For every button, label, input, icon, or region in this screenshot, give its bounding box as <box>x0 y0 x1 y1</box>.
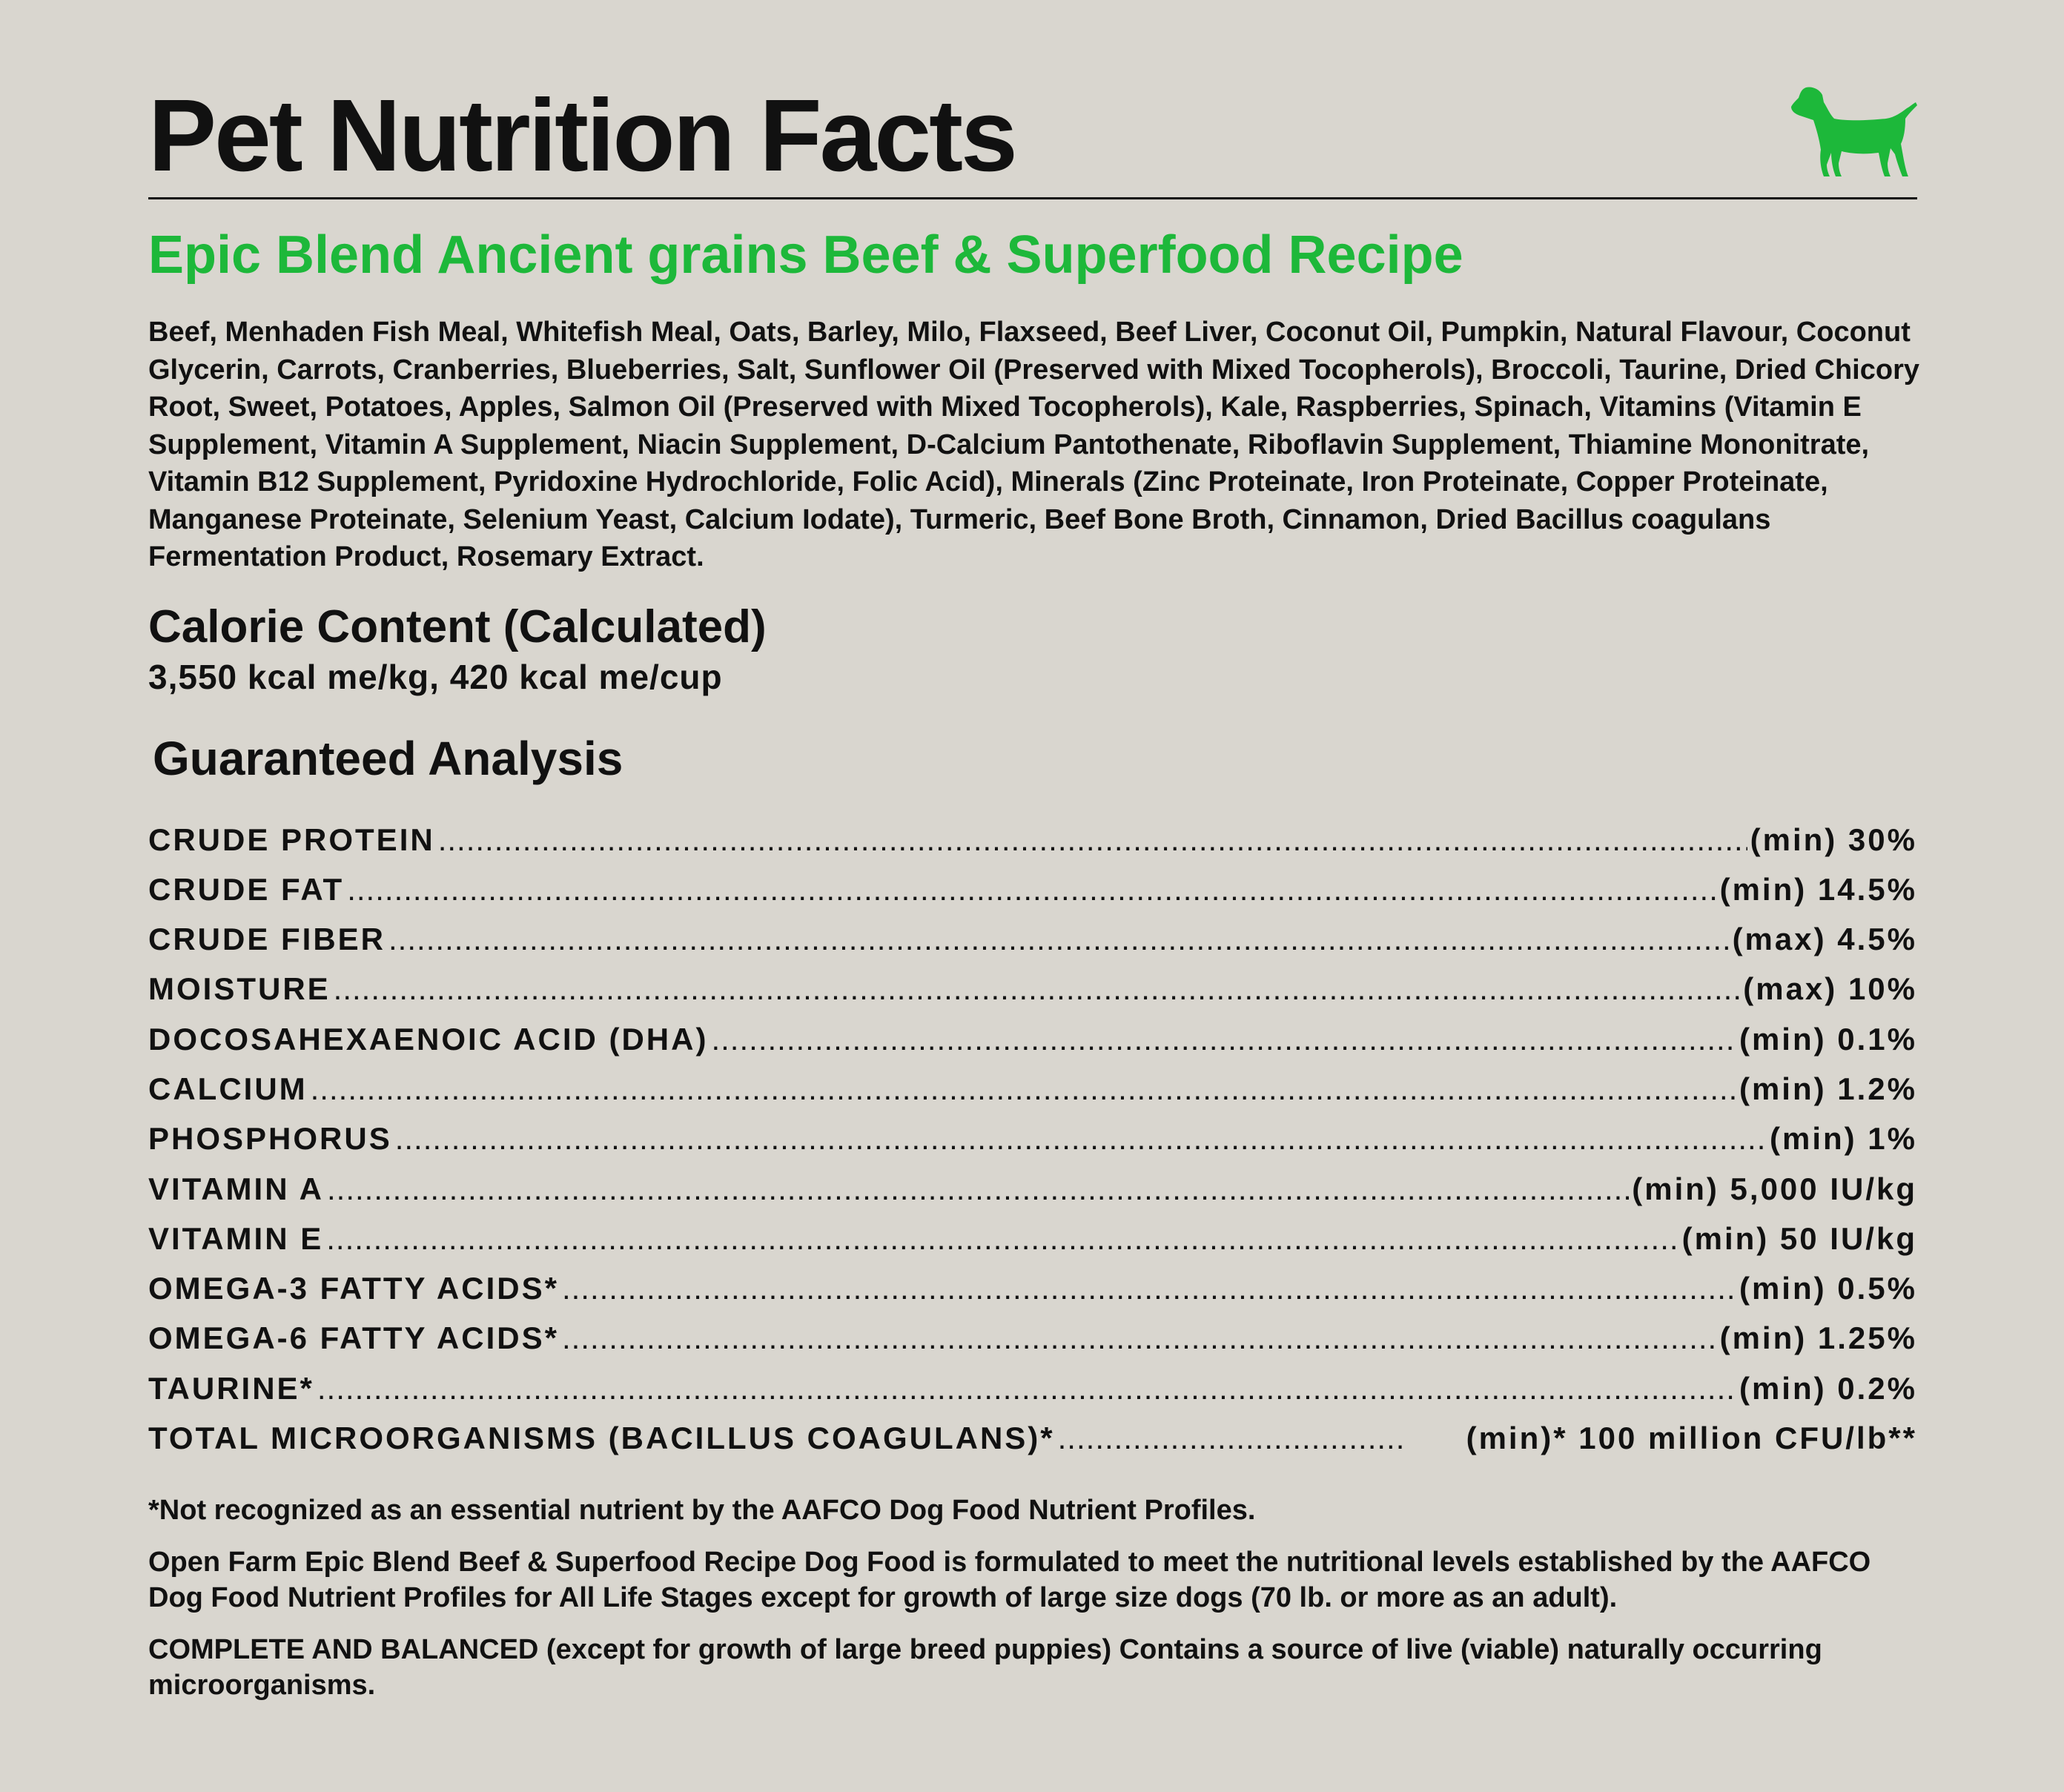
nutrient-value: (min) 1% <box>1769 1121 1917 1157</box>
nutrient-value: (min) 50 IU/kg <box>1681 1220 1917 1256</box>
analysis-row <box>148 1071 1917 1121</box>
nutrient-value: (min) 0.5% <box>1739 1271 1917 1306</box>
dot-leader <box>347 872 1716 907</box>
nutrient-value: (min) 0.2% <box>1739 1370 1917 1406</box>
nutrient-value: (min) 5,000 IU/kg <box>1632 1171 1917 1206</box>
page-title: Pet Nutrition Facts <box>148 79 1016 193</box>
nutrient-name: OMEGA-3 FATTY ACIDS* <box>148 1271 559 1306</box>
nutrition-facts-panel <box>148 74 1920 1703</box>
nutrient-value: (min)* 100 million CFU/lb** <box>1466 1421 1917 1456</box>
nutrient-name: VITAMIN E <box>148 1220 324 1256</box>
ingredients-list: Beef, Menhaden Fish Meal, Whitefish Meal, Oats, Barley, Milo, Flaxseed, Beef Liver, Coconut Oil, Pumpkin, Natural Flavour, Coconut Glycerin, Carrots, Cranberries, Blueberries, Salt, Sunflower Oil (Preserved with Mixed Tocopherols), Broccoli, Taurine, Dried Chicory Root, Sweet, Potatoes, Apples, Salmon Oil (Preserved with Mixed Tocopherols), Kale, Raspberries, Spinach, Vitamins (Vitamin E Supplement, Vitamin A Supplement, Niacin Supplement, D-Calcium Pantothenate, Riboflavin Supplement, Thiamine Mononitrate, Vitamin B12 Supplement, Pyridoxine Hydrochloride, Folic Acid), Minerals (Zinc Proteinate, Iron Proteinate, Copper Proteinate, Manganese Proteinate, Selenium Yeast, Calcium Iodate), Turmeric, Beef Bone Broth, Cinnamon, Dried Bacillus coagulans Fermentation Product, Rosemary Extract. <box>148 317 1920 572</box>
analysis-row <box>148 1371 1917 1421</box>
dot-leader <box>326 1221 1678 1257</box>
nutrient-value: (min) 0.1% <box>1739 1021 1917 1057</box>
nutrient-name: TAURINE* <box>148 1370 314 1406</box>
header <box>148 74 1917 199</box>
nutrient-name: DOCOSAHEXAENOIC ACID (DHA) <box>148 1021 709 1057</box>
nutrient-value: (min) 30% <box>1750 821 1917 857</box>
nutrient-name: CRUDE FAT <box>148 871 345 907</box>
nutrient-name: CALCIUM <box>148 1071 308 1106</box>
analysis-row <box>148 1221 1917 1271</box>
aafco-statement: Open Farm Epic Blend Beef & Superfood Recipe Dog Food is formulated to meet the nutritional levels established by the AAFCO Dog Food Nutrient Profiles for All Life Stages except for growth of large size dogs (70 lb. or more as an adult). <box>148 1547 1871 1614</box>
recipe-name: Epic Blend Ancient grains Beef & Superfood Recipe <box>148 225 1463 285</box>
dot-leader <box>395 1121 1767 1157</box>
nutrient-name: CRUDE PROTEIN <box>148 821 435 857</box>
nutrient-name: OMEGA-6 FATTY ACIDS* <box>148 1320 559 1356</box>
nutrient-value: (max) 10% <box>1743 971 1917 1007</box>
dot-leader <box>711 1022 1736 1057</box>
nutrient-name: MOISTURE <box>148 971 331 1007</box>
nutrient-name: TOTAL MICROORGANISMS (BACILLUS COAGULANS)* <box>148 1421 1055 1456</box>
complete-balanced-statement: COMPLETE AND BALANCED (except for growth of large breed puppies) Contains a source of live (viable) naturally occurring microorganisms. <box>148 1634 1822 1702</box>
dot-leader <box>311 1071 1736 1107</box>
dot-leader <box>562 1320 1717 1356</box>
nutrient-name: CRUDE FIBER <box>148 922 386 957</box>
calorie-content-value: 3,550 kcal me/kg, 420 kcal me/cup <box>148 657 723 696</box>
analysis-row <box>148 922 1917 971</box>
analysis-row <box>148 1421 1917 1470</box>
analysis-row <box>148 872 1917 922</box>
dot-leader <box>327 1171 1629 1207</box>
analysis-row <box>148 1171 1917 1221</box>
nutrient-value: (min) 1.2% <box>1739 1071 1917 1106</box>
analysis-row <box>148 1022 1917 1071</box>
analysis-row <box>148 1271 1917 1320</box>
dot-leader <box>388 922 1730 957</box>
dot-leader <box>562 1271 1736 1306</box>
analysis-row <box>148 1320 1917 1370</box>
analysis-row <box>148 822 1917 872</box>
analysis-row <box>148 971 1917 1021</box>
nutrient-value: (min) 1.25% <box>1719 1320 1917 1356</box>
dot-leader <box>334 971 1741 1007</box>
analysis-row <box>148 1121 1917 1171</box>
dot-leader <box>1058 1421 1406 1456</box>
nutrient-name: PHOSPHORUS <box>148 1121 392 1157</box>
nutrient-value: (max) 4.5% <box>1732 922 1917 957</box>
footnote: *Not recognized as an essential nutrient by the AAFCO Dog Food Nutrient Profiles. <box>148 1495 1256 1527</box>
guaranteed-analysis-list <box>148 822 1917 1471</box>
dot-leader <box>317 1371 1736 1406</box>
guaranteed-analysis-title: Guaranteed Analysis <box>153 731 624 785</box>
dot-leader <box>438 822 1747 858</box>
nutrient-value: (min) 14.5% <box>1719 871 1917 907</box>
calorie-content-title: Calorie Content (Calculated) <box>148 601 767 652</box>
dog-icon <box>1790 86 1917 178</box>
nutrient-name: VITAMIN A <box>148 1171 324 1206</box>
